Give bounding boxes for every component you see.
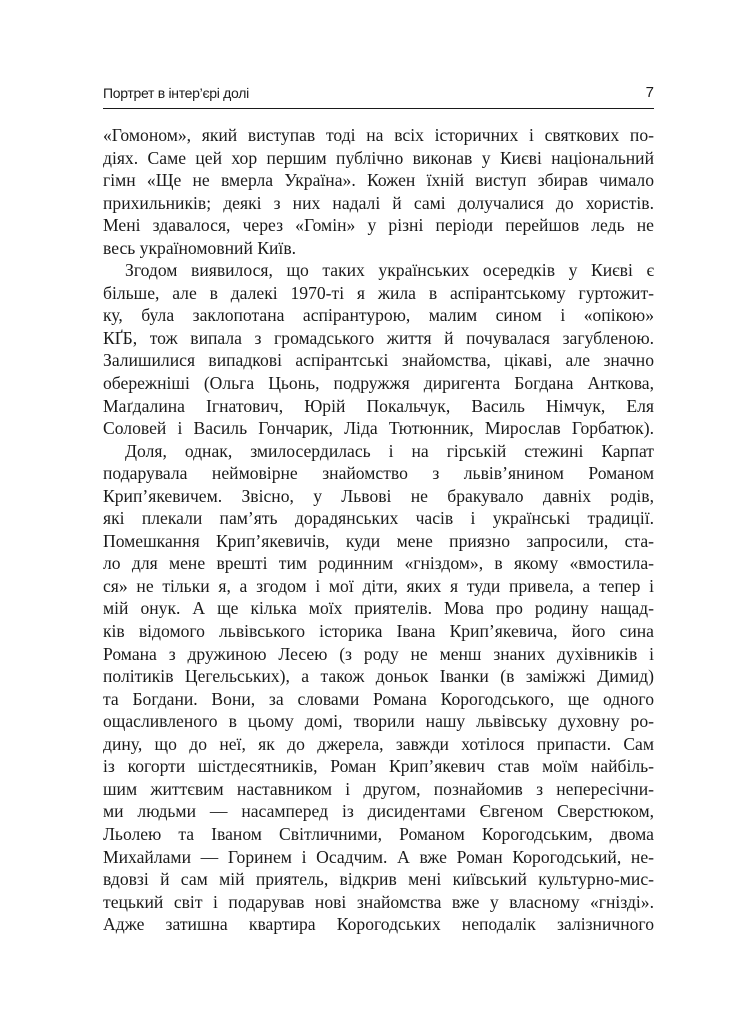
text-line: прихильників; деякі з них надалі й самі долучалися до хористів. [103,192,654,213]
text-line: більше, але в далекі 1970-ті я жила в аспірантському гуртожит- [103,282,655,303]
text-line: Льолею та Іваном Світличними, Романом Корогодським, двома [103,823,654,844]
text-line: КҐБ, тож випала з громадського життя й почувалася загубленою. [103,327,654,348]
text-line: які плекали пам’ять дорадянських часів і українські традиції. [103,508,654,529]
text-line: ощасливленого в цьому домі, творили нашу львівську духовну ро- [103,711,654,732]
text-line: Крип’якевичем. Звісно, у Львові не бракувало давніх родів, [103,485,654,506]
text-line: шим життєвим наставником і другом, познайомив з непересічни- [103,778,654,799]
text-line: Помешкання Крип’якевичів, куди мене приязно запросили, ста- [103,530,654,551]
text-line: із когорти шістдесятників, Роман Крип’якевич став моїм найбіль- [103,756,654,777]
text-line: тецький світ і подарував нові знайомства вже у власному «гнізді». [103,891,654,912]
text-line: мій онук. А ще кілька моїх приятелів. Мова про родину нащад- [103,598,654,619]
body-text [103,124,654,936]
running-title: Портрет в інтер’єрі долі [103,85,249,101]
text-line: весь україномовний Київ. [103,237,297,258]
text-line: діях. Саме цей хор першим публічно виконав у Києві національний [103,147,654,168]
text-line: та Богдани. Вони, за словами Романа Корогодського, ще одного [103,688,654,709]
text-line: ку, була заклопотана аспірантурою, малим сином і «опікою» [103,305,654,326]
text-line: ло для мене врешті тим родинним «гніздом», в якому «вмостила- [103,553,654,574]
text-line: Маґдалина Ігнатович, Юрій Покальчук, Василь Німчук, Еля [103,395,654,416]
text-line: дину, що до неї, як до джерела, завжди хотілося припасти. Сам [103,733,654,754]
text-line: Романа з дружиною Лесею (з роду не менш знаних духівників і [103,643,654,664]
running-header [103,80,654,109]
text-line: Мені здавалося, через «Гомін» у різні періоди перейшов ледь не [103,215,654,236]
text-line: ків відомого львівського історика Івана Крип’якевича, його сина [103,621,654,642]
text-line: ся» не тільки я, а згодом і мої діти, яких я туди привела, а тепер і [103,575,654,596]
text-line: вдовзі й сам мій приятель, відкрив мені київський культурно-мис- [103,869,654,890]
text-line: «Гомоном», який виступав тоді на всіх історичних і святкових по- [103,125,654,145]
text-line: Соловей і Василь Гончарик, Ліда Тютюнник, Мирослав Горбатюк). [103,418,654,439]
text-line: політиків Цегельських), а також доньок Іванки (в заміжжі Димид) [103,666,654,687]
text-line: Адже затишна квартира Корогодських неподалік залізничного [103,914,654,935]
text-line: ми людьми — насамперед із дисидентами Євгеном Сверстюком, [103,801,654,822]
page-number: 7 [645,84,654,101]
text-line: обережніші (Ольга Цьонь, подружжя диригента Богдана Анткова, [103,373,654,394]
text-line: Доля, однак, змилосердилась і на гірській стежині Карпат [125,440,654,461]
text-line: Згодом виявилося, що таких українських осередків у Києві є [125,260,655,281]
text-line: подарувала неймовірне знайомство з львів’янином Романом [103,463,654,484]
text-line: Михайлами — Горинем і Осадчим. А вже Роман Корогодський, не- [103,846,654,867]
text-line: Залишилися випадкові аспірантські знайомства, цікаві, але значно [103,350,654,371]
text-line: гімн «Ще не вмерла Україна». Кожен їхній виступ збирав чимало [103,170,654,191]
